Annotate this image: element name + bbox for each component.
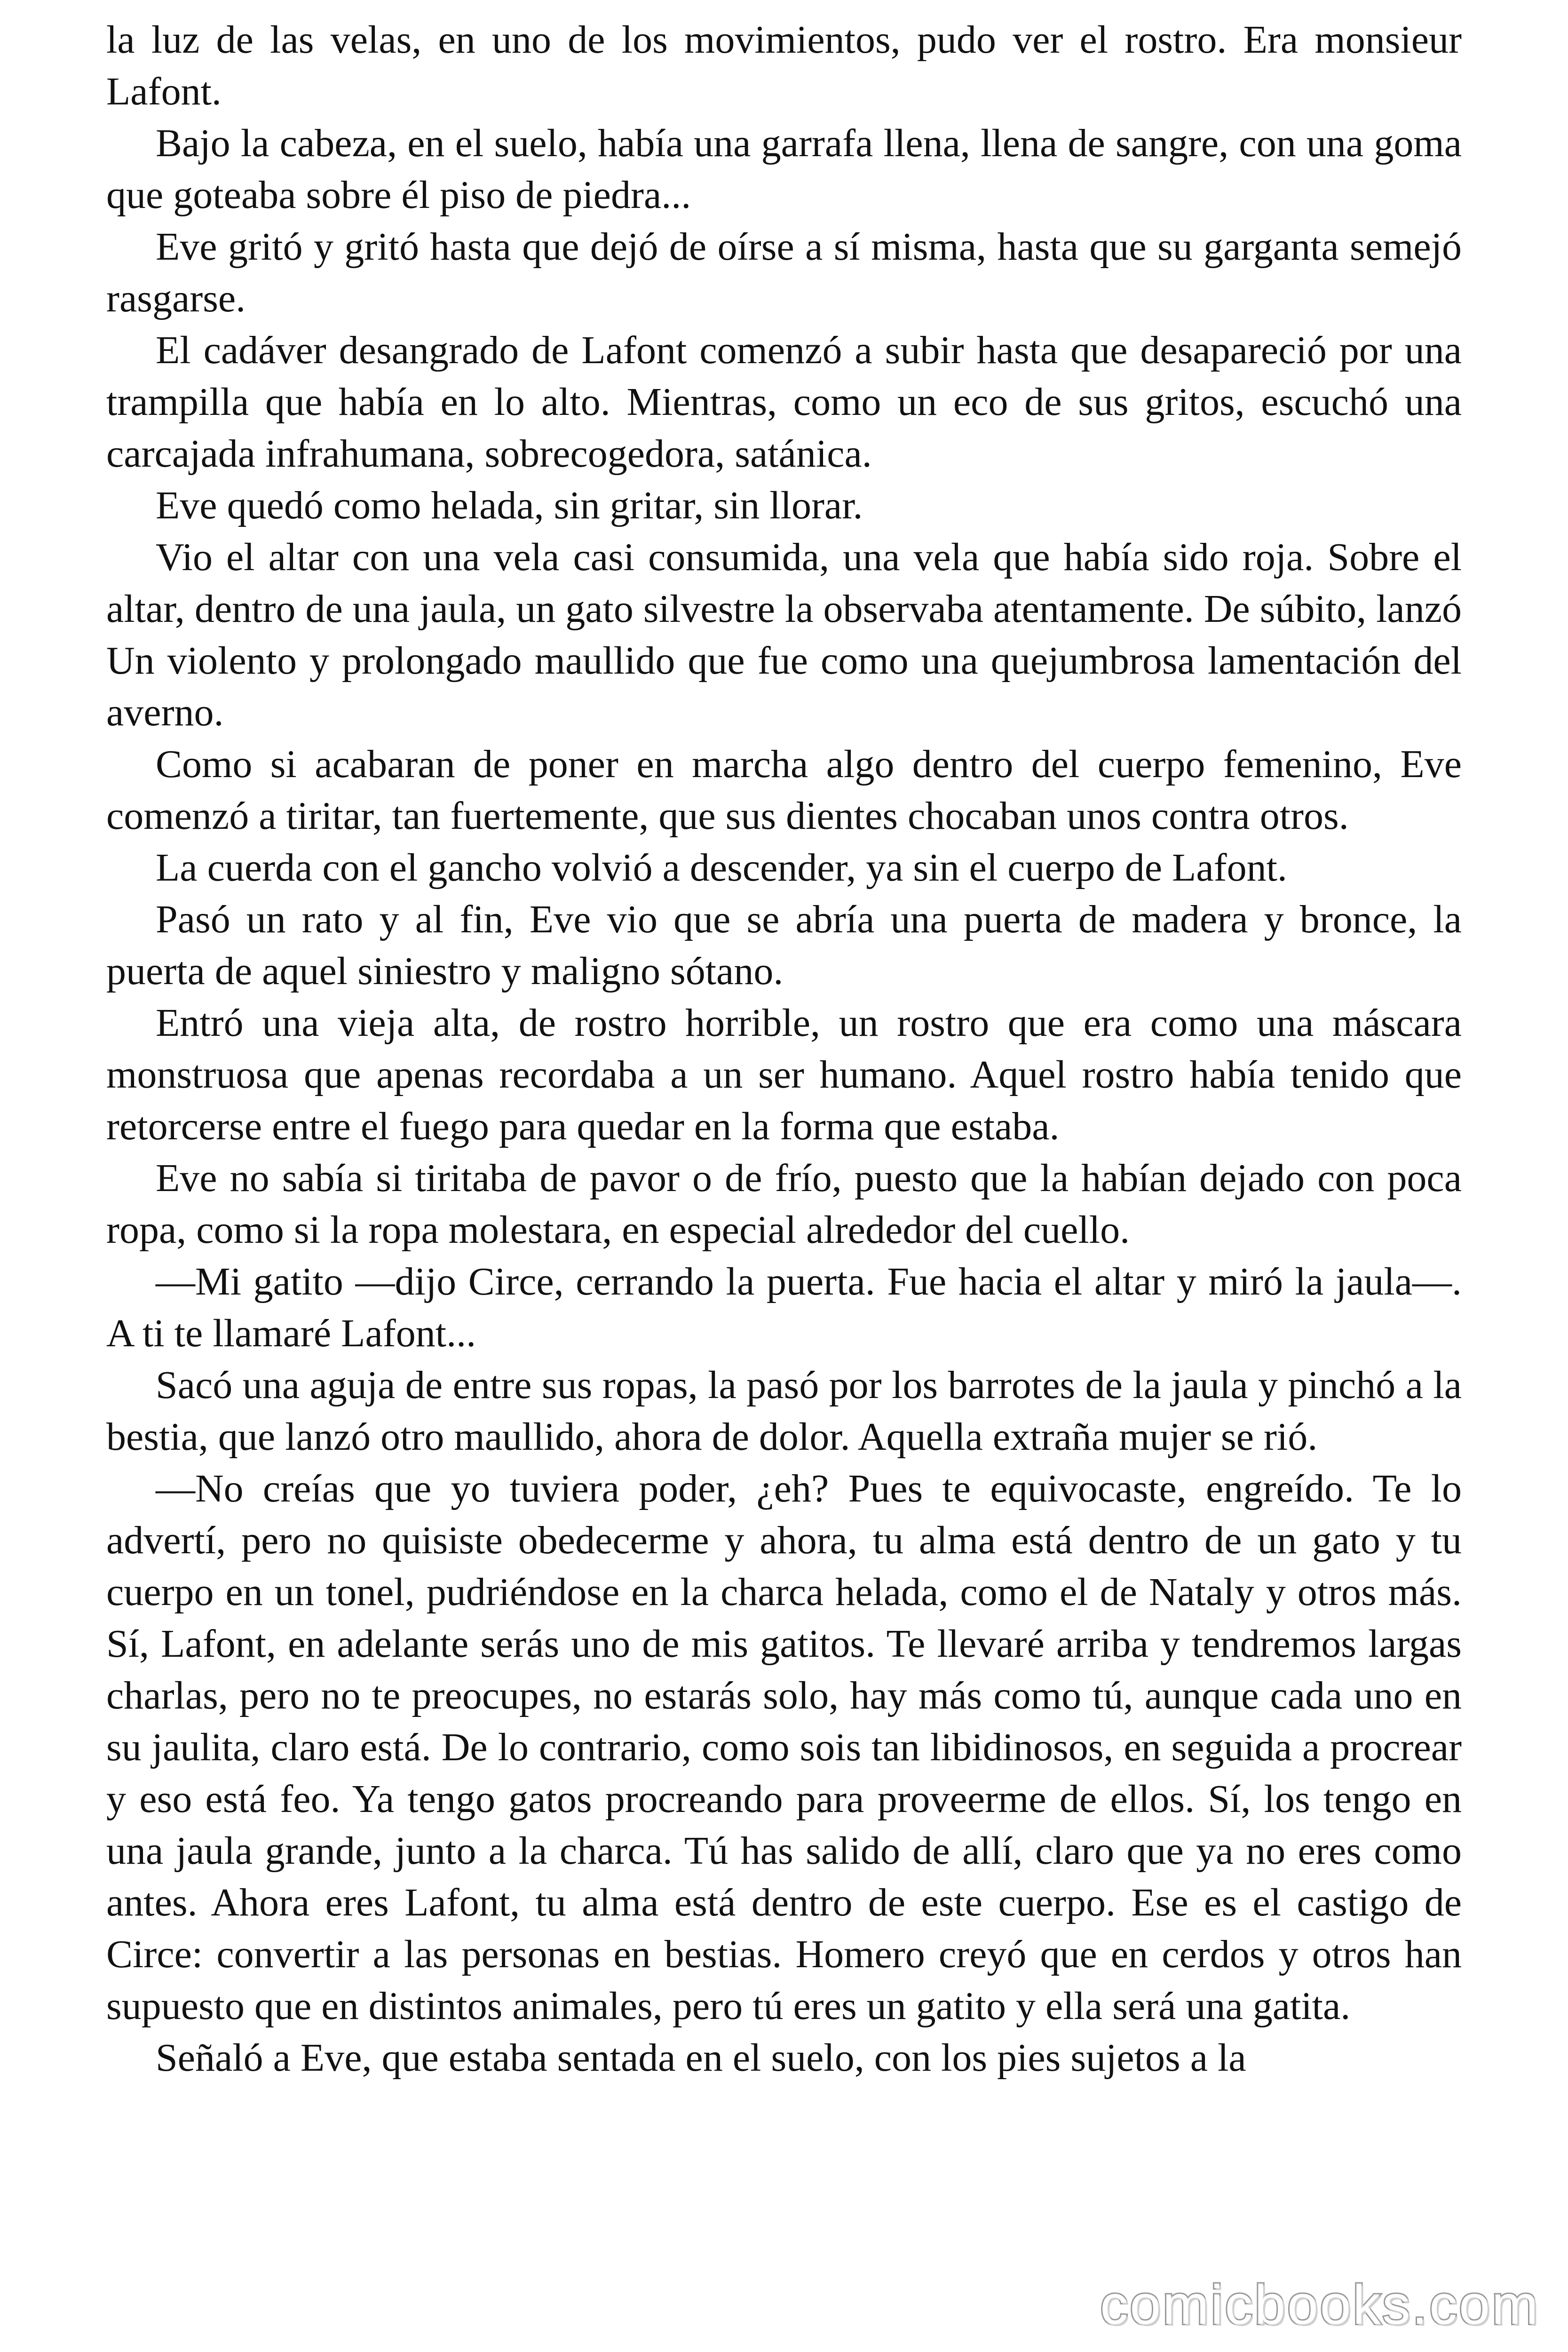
- paragraph: —Mi gatito —dijo Circe, cerrando la puerta. Fue hacia el altar y miró la jaula—. A ti te llamaré Lafont...: [106, 1260, 1462, 1355]
- paragraph: Eve no sabía si tiritaba de pavor o de frío, puesto que la habían dejado con poca ropa, como si la ropa molestara, en especial alrededor del cuello.: [106, 1156, 1462, 1252]
- paragraph: Vio el altar con una vela casi consumida, una vela que había sido roja. Sobre el altar, dentro de una jaula, un gato silvestre la observaba atentamente. De súbito, lanzó Un violento y prolongado maullido que fue como una quejumbrosa lamentación del averno.: [106, 535, 1462, 734]
- paragraph: Como si acabaran de poner en marcha algo dentro del cuerpo femenino, Eve comenzó a tiritar, tan fuertemente, que sus dientes chocaban unos contra otros.: [106, 742, 1462, 838]
- paragraph: La cuerda con el gancho volvió a descender, ya sin el cuerpo de Lafont.: [156, 846, 1287, 890]
- paragraph: Eve quedó como helada, sin gritar, sin llorar.: [156, 484, 863, 527]
- watermark: comicbooks.com: [1100, 2274, 1540, 2336]
- paragraph: Pasó un rato y al fin, Eve vio que se abría una puerta de madera y bronce, la puerta de aquel siniestro y maligno sótano.: [106, 898, 1462, 993]
- paragraph: —No creías que yo tuviera poder, ¿eh? Pues te equivocaste, engreído. Te lo advertí, pero no quisiste obedecerme y ahora, tu alma está dentro de un gato y tu cuerpo en un tonel, pudriéndose en la charca helada, como el de Nataly y otros más. Sí, Lafont, en adelante serás uno de mis gatitos. Te llevaré arriba y tendremos largas charlas, pero no te preocupes, no estarás solo, hay más como tú, aunque cada uno en su jaulita, claro está. De lo contrario, como sois tan libidinosos, en seguida a procrear y eso está feo. Ya tengo gatos procreando para proveerme de ellos. Sí, los tengo en una jaula grande, junto a la charca. Tú has salido de allí, claro que ya no eres como antes. Ahora eres Lafont, tu alma está dentro de este cuerpo. Ese es el castigo de Circe: convertir a las personas en bestias. Homero creyó que en cerdos y otros han supuesto que en distintos animales, pero tú eres un gatito y ella será una gatita.: [106, 1467, 1462, 2028]
- paragraph: Bajo la cabeza, en el suelo, había una garrafa llena, llena de sangre, con una goma que goteaba sobre él piso de piedra...: [106, 121, 1462, 217]
- paragraph: Entró una vieja alta, de rostro horrible, un rostro que era como una máscara monstruosa que apenas recordaba a un ser humano. Aquel rostro había tenido que retorcerse entre el fuego para quedar en la forma que estaba.: [106, 1001, 1462, 1148]
- paragraph: Eve gritó y gritó hasta que dejó de oírse a sí misma, hasta que su garganta semejó rasgarse.: [106, 225, 1462, 320]
- paragraph-last: Señaló a Eve, que estaba sentada en el suelo, con los pies sujetos a la: [156, 2036, 1246, 2080]
- paragraph: la luz de las velas, en uno de los movimientos, pudo ver el rostro. Era monsieur Lafont.: [106, 18, 1462, 113]
- paragraph: El cadáver desangrado de Lafont comenzó a subir hasta que desapareció por una trampilla que había en lo alto. Mientras, como un eco de sus gritos, escuchó una carcajada infrahumana, sobrecogedora, satánica.: [106, 328, 1462, 476]
- page-body: [106, 14, 1462, 2084]
- paragraph: Sacó una aguja de entre sus ropas, la pasó por los barrotes de la jaula y pinchó a la bestia, que lanzó otro maullido, ahora de dolor. Aquella extraña mujer se rió.: [106, 1363, 1462, 1459]
